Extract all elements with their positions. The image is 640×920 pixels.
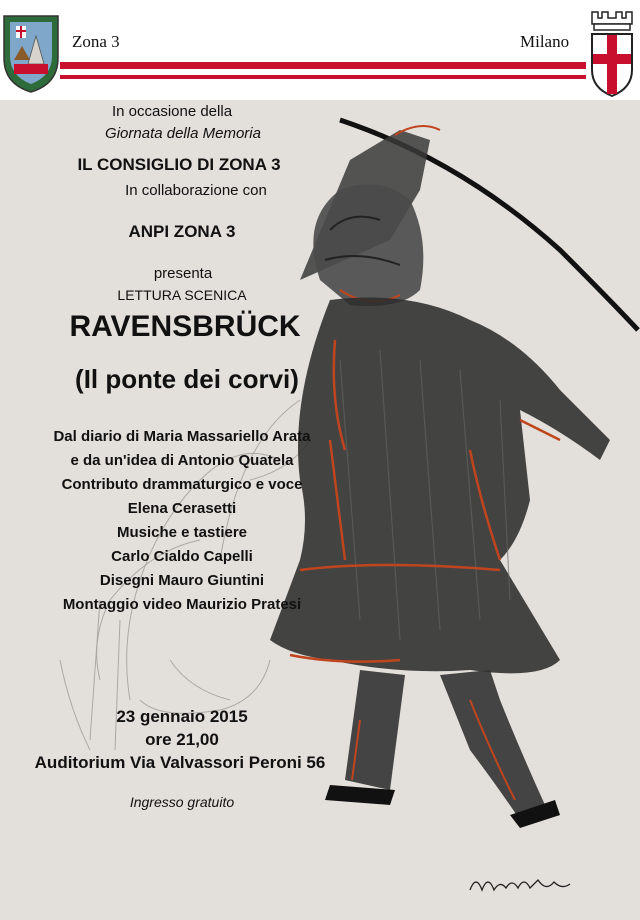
credit-line-4: Elena Cerasetti xyxy=(127,500,237,517)
zona-3-crest-icon xyxy=(0,6,62,94)
milano-label: Milano xyxy=(520,32,570,51)
credit-line-7: Disegni Mauro Giuntini xyxy=(99,572,265,589)
credit-line-5: Musiche e tastiere xyxy=(116,524,248,541)
event-entry: Ingresso gratuito xyxy=(129,794,235,810)
red-stripe-bottom xyxy=(60,75,586,79)
intro-line-4: In collaborazione con xyxy=(125,182,267,199)
header-bar xyxy=(0,0,640,100)
credit-line-1: Dal diario di Maria Massariello Arata xyxy=(53,428,311,445)
intro-line-3: IL CONSIGLIO DI ZONA 3 xyxy=(77,155,281,174)
intro-line-7: LETTURA SCENICA xyxy=(117,287,247,303)
credit-line-3: Contributo drammaturgico e voce xyxy=(61,476,303,493)
intro-line-1: In occasione della xyxy=(111,103,233,120)
zona-label: Zona 3 xyxy=(72,32,120,51)
event-date: 23 gennaio 2015 xyxy=(116,707,248,726)
red-stripe-top xyxy=(60,62,586,69)
intro-line-5: ANPI ZONA 3 xyxy=(128,222,236,241)
intro-line-6: presenta xyxy=(153,265,213,282)
milano-coat-of-arms-icon xyxy=(586,8,638,98)
show-title: RAVENSBRÜCK xyxy=(69,310,301,343)
event-time: ore 21,00 xyxy=(145,730,219,749)
credit-line-6: Carlo Cialdo Capelli xyxy=(111,548,253,565)
credit-line-8: Montaggio video Maurizio Pratesi xyxy=(62,596,302,613)
intro-line-2: Giornata della Memoria xyxy=(105,125,261,142)
event-venue: Auditorium Via Valvassori Peroni 56 xyxy=(34,753,326,772)
credit-line-2: e da un'idea di Antonio Quatela xyxy=(70,452,294,469)
show-subtitle: (Il ponte dei corvi) xyxy=(75,364,299,394)
artist-signature xyxy=(466,870,576,898)
